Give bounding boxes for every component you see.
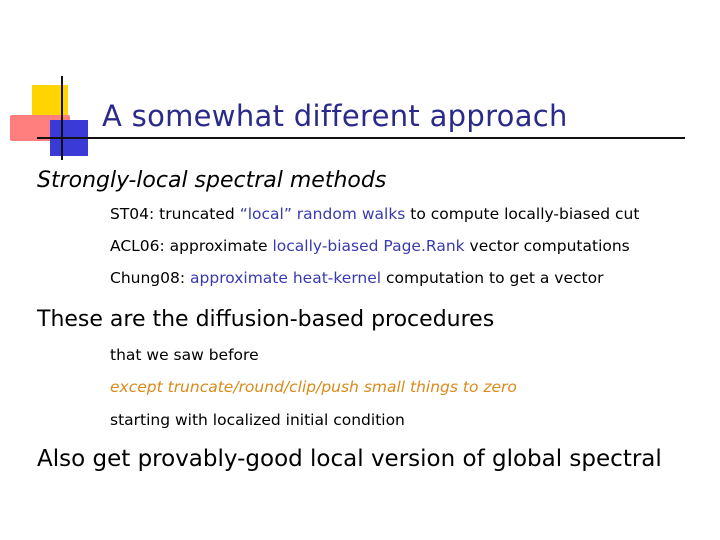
item-highlight: “local” random walks bbox=[239, 205, 406, 223]
item-highlight: locally-biased Page.Rank bbox=[272, 237, 465, 255]
list-item-saw-before: that we saw before bbox=[110, 346, 259, 364]
item-suffix: computation to get a vector bbox=[381, 269, 604, 287]
title-underline bbox=[37, 137, 685, 139]
item-suffix: to compute locally-biased cut bbox=[405, 205, 640, 223]
item-highlight: approximate heat-kernel bbox=[190, 269, 382, 287]
section-heading-diffusion: These are the diffusion-based procedures bbox=[37, 307, 495, 332]
item-prefix: ST04: truncated bbox=[110, 205, 240, 223]
slide-title: A somewhat different approach bbox=[102, 99, 568, 133]
list-item-st04 bbox=[110, 205, 639, 223]
section-heading-strongly-local: Strongly-local spectral methods bbox=[37, 168, 387, 193]
list-item-truncate: except truncate/round/clip/push small things to zero bbox=[110, 378, 517, 396]
item-prefix: ACL06: approximate bbox=[110, 237, 273, 255]
item-suffix: vector computations bbox=[464, 237, 630, 255]
list-item-chung08 bbox=[110, 269, 603, 287]
section-heading-provably-good: Also get provably-good local version of global spectral bbox=[37, 446, 662, 472]
item-prefix: Chung08: bbox=[110, 269, 191, 287]
list-item-localized-initial: starting with localized initial condition bbox=[110, 411, 405, 429]
list-item-acl06 bbox=[110, 237, 630, 255]
decor-vertical-line bbox=[61, 76, 63, 160]
